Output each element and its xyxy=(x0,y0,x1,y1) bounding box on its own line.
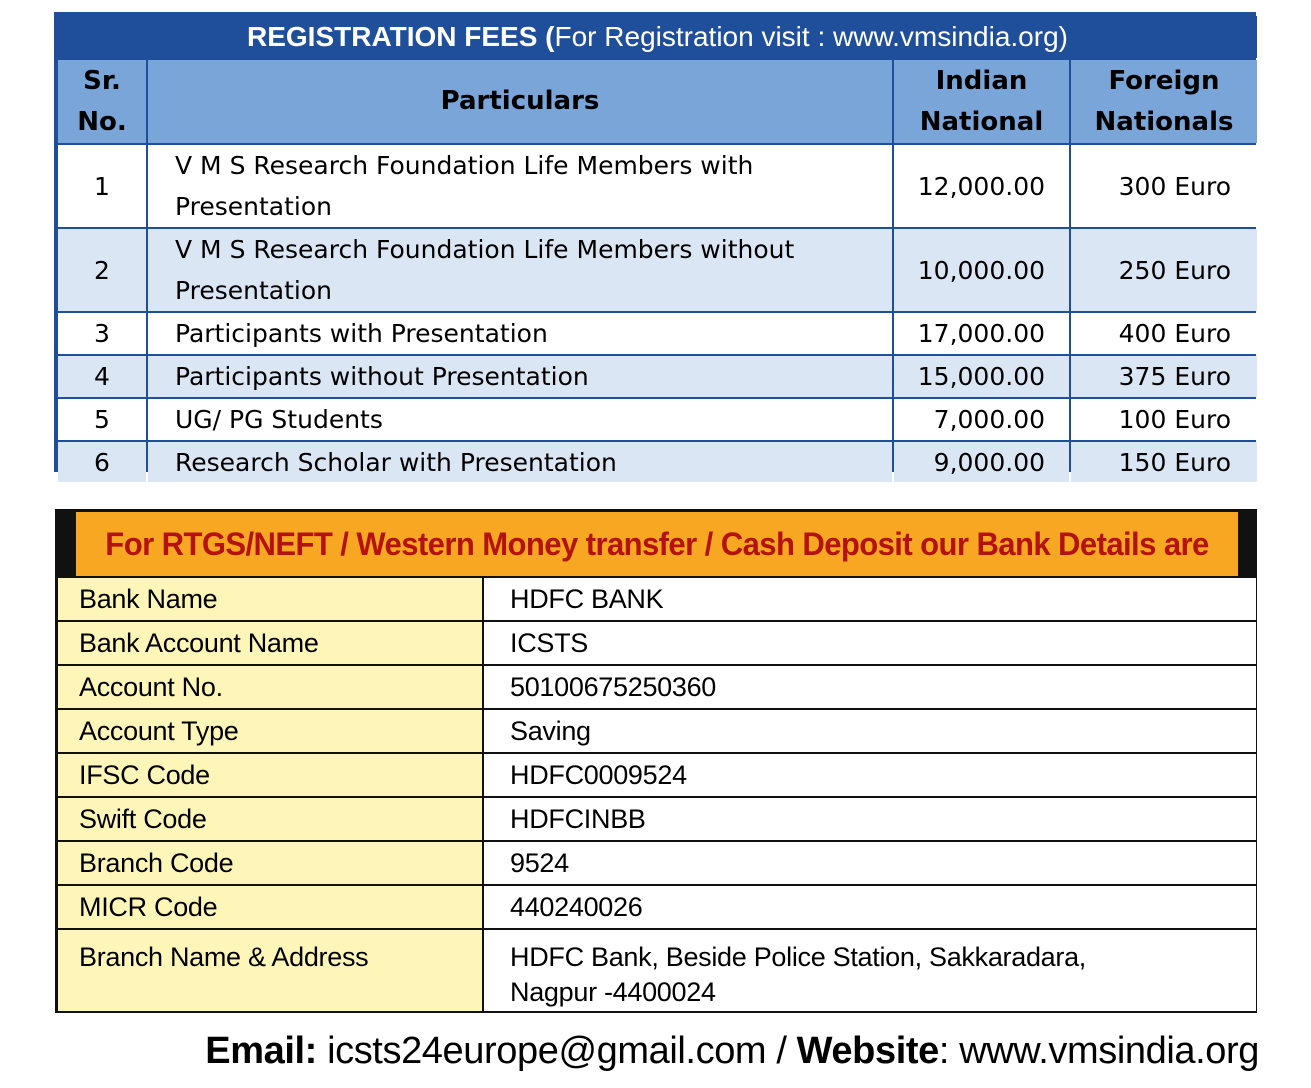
fee-row-indian: 12,000.00 xyxy=(894,145,1069,227)
bank-address-value xyxy=(484,930,1256,1011)
fee-row-sr: 6 xyxy=(58,442,146,482)
fee-row-sr: 3 xyxy=(58,313,146,354)
fee-row-foreign: 100 Euro xyxy=(1071,399,1257,440)
fee-row-sr: 4 xyxy=(58,356,146,397)
bank-value: HDFCINBB xyxy=(484,798,1256,840)
fees-title-link-text: For Registration visit : www.vmsindia.org) xyxy=(554,21,1068,52)
fee-row-indian: 7,000.00 xyxy=(894,399,1069,440)
fee-row-foreign: 300 Euro xyxy=(1071,145,1257,227)
header-foreign-nationals xyxy=(1071,60,1257,143)
fee-row-sr: 2 xyxy=(58,229,146,311)
registration-fees-table xyxy=(54,12,1256,477)
fee-row-particulars xyxy=(148,229,892,311)
fee-row-particulars xyxy=(148,145,892,227)
bank-label: Account Type xyxy=(58,710,482,752)
header-sr-line2: No. xyxy=(77,106,127,137)
fee-row-particulars: UG/ PG Students xyxy=(148,399,892,440)
website-url[interactable]: : www.vmsindia.org xyxy=(938,1030,1259,1072)
bank-label: Account No. xyxy=(58,666,482,708)
contact-footer xyxy=(205,1030,1259,1073)
fee-row-particulars: Research Scholar with Presentation xyxy=(148,442,892,482)
fee-row-particulars: Participants with Presentation xyxy=(148,313,892,354)
bank-label: Swift Code xyxy=(58,798,482,840)
header-foreign-line1: Foreign xyxy=(1108,65,1220,96)
bank-label: Branch Name & Address xyxy=(58,930,482,1011)
header-indian-line2: National xyxy=(919,106,1044,137)
header-indian-national xyxy=(894,60,1069,143)
fee-row-sr: 5 xyxy=(58,399,146,440)
bank-details-table xyxy=(55,509,1257,1013)
fees-title-bold: REGISTRATION FEES ( xyxy=(247,21,555,52)
fee-row-foreign: 250 Euro xyxy=(1071,229,1257,311)
address-line1: HDFC Bank, Beside Police Station, Sakkaradara, xyxy=(510,942,1086,972)
bank-label: Bank Name xyxy=(58,578,482,620)
header-indian-line1: Indian xyxy=(935,65,1028,96)
bank-details-heading: For RTGS/NEFT / Western Money transfer / Cash Deposit our Bank Details are xyxy=(76,512,1238,576)
bank-value: 440240026 xyxy=(484,886,1256,928)
header-particulars xyxy=(148,60,892,143)
bank-label: Bank Account Name xyxy=(58,622,482,664)
website-label: Website xyxy=(796,1030,939,1072)
header-sr-line1: Sr. xyxy=(83,65,121,96)
fee-row-indian: 9,000.00 xyxy=(894,442,1069,482)
fee-particulars-line2: Presentation xyxy=(175,276,333,305)
bank-value: Saving xyxy=(484,710,1256,752)
address-line2: Nagpur -4400024 xyxy=(510,977,716,1007)
fee-row-indian: 17,000.00 xyxy=(894,313,1069,354)
fee-row-particulars: Participants without Presentation xyxy=(148,356,892,397)
fee-row-foreign: 400 Euro xyxy=(1071,313,1257,354)
header-particulars-label: Particulars xyxy=(440,86,600,116)
bank-value: 9524 xyxy=(484,842,1256,884)
fee-particulars-line1: V M S Research Foundation Life Members without xyxy=(175,235,795,264)
fee-particulars-line1: V M S Research Foundation Life Members with xyxy=(175,151,754,180)
bank-value: 50100675250360 xyxy=(484,666,1256,708)
fee-row-foreign: 150 Euro xyxy=(1071,442,1257,482)
fee-row-foreign: 375 Euro xyxy=(1071,356,1257,397)
fee-row-indian: 15,000.00 xyxy=(894,356,1069,397)
fees-table-title xyxy=(58,16,1257,58)
bank-value: ICSTS xyxy=(484,622,1256,664)
fee-particulars-line2: Presentation xyxy=(175,192,333,221)
email-address[interactable]: icsts24europe@gmail.com / xyxy=(316,1030,797,1072)
bank-value: HDFC BANK xyxy=(484,578,1256,620)
fee-row-sr: 1 xyxy=(58,145,146,227)
email-label: Email: xyxy=(205,1030,317,1072)
fee-row-indian: 10,000.00 xyxy=(894,229,1069,311)
bank-label: Branch Code xyxy=(58,842,482,884)
bank-label: MICR Code xyxy=(58,886,482,928)
header-sr-no xyxy=(58,60,146,143)
bank-value: HDFC0009524 xyxy=(484,754,1256,796)
header-foreign-line2: Nationals xyxy=(1094,106,1234,137)
bank-label: IFSC Code xyxy=(58,754,482,796)
